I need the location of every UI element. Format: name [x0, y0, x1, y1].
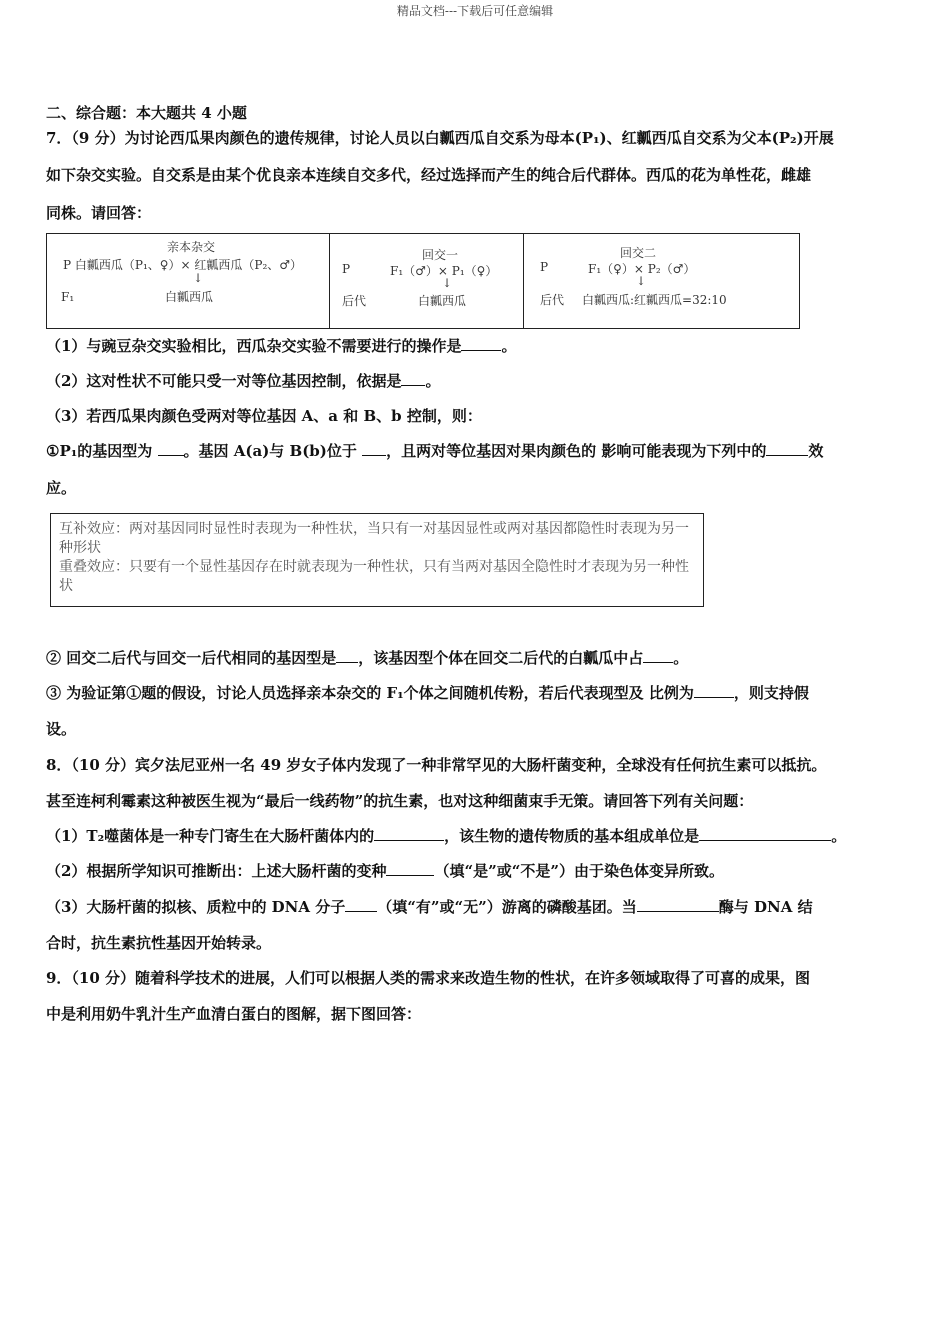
q8-sub2: （2）根据所学知识可推断出：上述大肠杆菌的变种 （填“是”或“不是”）由于染色体变异所致。	[46, 862, 724, 880]
q9-line2: 中是利用奶牛乳汁生产血清白蛋白的图解，据下图回答：	[46, 1005, 422, 1023]
answer-blank[interactable]	[362, 441, 386, 456]
cell-p-row: P 白瓤西瓜（P₁、♀）× 红瓤西瓜（P₂、♂）	[63, 258, 303, 272]
cell-p-value: F₁（♀）× P₂（♂）	[588, 262, 696, 276]
cell-offspring-value: 白瓤西瓜:红瓤西瓜=32:10	[582, 293, 727, 307]
q7-sub3-1-end: 应。	[46, 479, 77, 497]
cell-offspring-label: 后代	[342, 294, 367, 308]
section-title: 二、综合题：本大题共 4 小题	[46, 104, 247, 122]
page-header: 精品文档---下载后可任意编辑	[396, 4, 554, 18]
down-arrow-icon: ↓	[442, 276, 453, 290]
answer-blank[interactable]	[637, 897, 719, 912]
q7-line1: 7．（9 分）为讨论西瓜果肉颜色的遗传规律，讨论人员以白瓤西瓜自交系为母本(P₁)、红瓤西瓜自交系为父本(P₂)开展	[46, 129, 834, 147]
cell-p-value: F₁（♂）× P₁（♀）	[390, 264, 498, 278]
q8-sub3: （3）大肠杆菌的拟核、质粒中的 DNA 分子 （填“有”或“无”）游离的磷酸基团。当 酶与 DNA 结	[46, 898, 813, 916]
answer-blank[interactable]	[336, 648, 358, 663]
down-arrow-icon: ↓	[636, 274, 647, 288]
table-cell-backcross-1	[329, 234, 523, 328]
cell-f1-label: F₁	[61, 290, 75, 304]
duplicate-effect-text: 重叠效应：只要有一个显性基因存在时就表现为一种性状，只有当两对基因全隐性时才表现为另一种性状	[59, 559, 689, 594]
answer-blank[interactable]	[158, 441, 184, 456]
q8-line1: 8．（10 分）宾夕法尼亚州一名 49 岁女子体内发现了一种非常罕见的大肠杆菌变种，全球没有任何抗生素可以抵抗。	[46, 756, 827, 774]
answer-blank[interactable]	[461, 336, 501, 351]
answer-blank[interactable]	[643, 648, 673, 663]
answer-blank[interactable]	[386, 861, 434, 876]
cell-p-label: P	[342, 262, 351, 276]
q8-sub3-end: 合时，抗生素抗性基因开始转录。	[46, 934, 272, 952]
q7-sub3: （3）若西瓜果肉颜色受两对等位基因 A、a 和 B、b 控制，则：	[46, 407, 482, 425]
q7-sub1: （1）与豌豆杂交实验相比，西瓜杂交实验不需要进行的操作是 。	[46, 337, 517, 355]
cell-offspring-label: 后代	[540, 293, 565, 307]
cross-experiment-table	[46, 233, 800, 329]
answer-blank[interactable]	[345, 897, 377, 912]
cell-title: 回交一	[422, 248, 459, 262]
q7-sub3-3: ③ 为验证第①题的假设，讨论人员选择亲本杂交的 F₁个体之间随机传粉，若后代表现型及 比例为 ，则支持假	[46, 684, 809, 702]
cell-f1-value: 白瓤西瓜	[165, 290, 214, 304]
q7-sub2: （2）这对性状不可能只受一对等位基因控制，依据是 。	[46, 372, 441, 390]
q8-sub1: （1）T₂噬菌体是一种专门寄生在大肠杆菌体内的 ，该生物的遗传物质的基本组成单位是 。	[46, 827, 847, 845]
q7-sub3-1: ①P₁的基因型为 。基因 A(a)与 B(b)位于 ，且两对等位基因对果肉颜色的 影响可能表现为下列中的 效	[46, 442, 824, 460]
q7-line2: 如下杂交实验。自交系是由某个优良亲本连续自交多代，经过选择而产生的纯合后代群体。西瓜的花为单性花，雌雄	[46, 166, 812, 184]
cell-p-label: P	[540, 260, 549, 274]
q7-sub3-2: ② 回交二后代与回交一后代相同的基因型是 ，该基因型个体在回交二后代的白瓤瓜中占 。	[46, 649, 689, 667]
down-arrow-icon: ↓	[193, 271, 204, 285]
table-cell-backcross-2	[523, 234, 801, 328]
answer-blank[interactable]	[694, 683, 734, 698]
q7-line3: 同株。请回答：	[46, 204, 152, 222]
cell-offspring-value: 白瓤西瓜	[418, 294, 467, 308]
q8-line2: 甚至连柯利霉素这种被医生视为“最后一线药物”的抗生素，也对这种细菌束手无策。请回答下列有关问题：	[46, 792, 754, 810]
complementary-effect-text: 互补效应：两对基因同时显性时表现为一种性状，当只有一对基因显性或两对基因都隐性时表现为另一种形状	[59, 521, 689, 556]
effect-definition-box	[50, 513, 704, 607]
cell-title: 回交二	[620, 246, 657, 260]
answer-blank[interactable]	[401, 371, 425, 386]
answer-blank[interactable]	[766, 441, 808, 456]
q9-line1: 9．（10 分）随着科学技术的进展，人们可以根据人类的需求来改造生物的性状，在许多领域取得了可喜的成果，图	[46, 969, 811, 987]
answer-blank[interactable]	[374, 826, 444, 841]
answer-blank[interactable]	[699, 826, 831, 841]
cell-title: 亲本杂交	[167, 240, 216, 254]
table-cell-parental-cross	[47, 234, 329, 328]
q7-sub3-3-end: 设。	[46, 720, 77, 738]
